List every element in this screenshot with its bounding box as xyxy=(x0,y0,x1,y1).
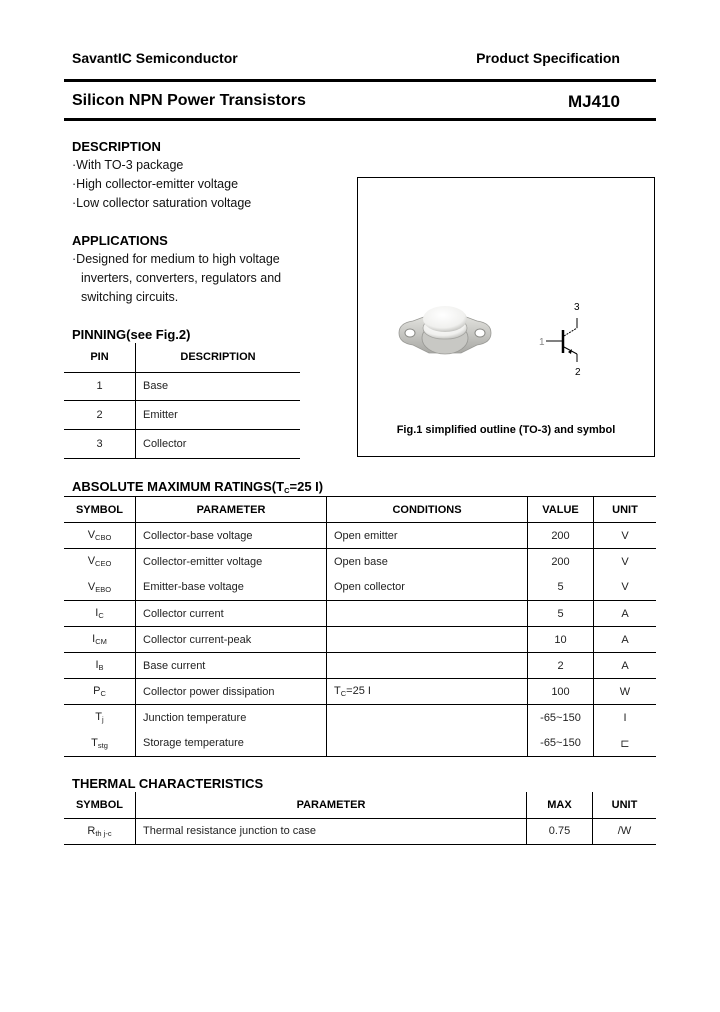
symbol-sub: j xyxy=(102,715,104,725)
symbol: I xyxy=(95,607,99,619)
col-pin: PIN xyxy=(90,351,109,364)
value-cell: 100 xyxy=(528,679,594,705)
conditions-cell xyxy=(327,705,528,731)
value-cell: 5 xyxy=(528,575,594,601)
symbol-cell xyxy=(64,601,136,627)
symbol-cell xyxy=(64,679,136,705)
header-rule-top xyxy=(64,79,656,82)
figure-caption: Fig.1 simplified outline (TO-3) and symbol xyxy=(396,424,616,436)
conditions-cell xyxy=(327,627,528,653)
symbol-cell xyxy=(64,731,136,757)
pinning-header-row xyxy=(64,343,300,372)
pin-description: Collector xyxy=(136,429,301,458)
pin-description: Emitter xyxy=(136,400,301,429)
symbol-cell xyxy=(64,705,136,731)
to3-package-image xyxy=(395,305,495,361)
conditions-cell: Open emitter xyxy=(327,523,528,549)
unit-cell: A xyxy=(594,601,657,627)
abs-max-table xyxy=(64,496,656,757)
col-unit: UNIT xyxy=(594,497,657,523)
unit-cell: I xyxy=(594,705,657,731)
col-max: MAX xyxy=(527,792,593,818)
unit-cell: A xyxy=(594,653,657,679)
symbol-sub: stg xyxy=(97,740,108,750)
company-name: SavantIC Semiconductor xyxy=(72,50,238,66)
symbol: V xyxy=(87,529,96,541)
symbol: V xyxy=(87,555,96,568)
parameter-cell: Collector power dissipation xyxy=(136,679,327,705)
symbol-sub: CEO xyxy=(95,559,112,569)
symbol-cell xyxy=(64,653,136,679)
part-number: MJ410 xyxy=(568,92,620,111)
symbol: V xyxy=(87,580,96,593)
table-row xyxy=(64,627,656,653)
abs-max-header-row xyxy=(64,497,656,523)
thermal-heading: THERMAL CHARACTERISTICS xyxy=(72,776,264,791)
symbol: I xyxy=(92,633,96,645)
pin-number: 3 xyxy=(96,437,103,450)
thermal-table xyxy=(64,792,656,845)
pin-label-collector: 3 xyxy=(574,302,580,313)
parameter-cell: Collector current xyxy=(136,601,327,627)
symbol-cell xyxy=(64,627,136,653)
col-parameter: PARAMETER xyxy=(136,497,327,523)
pin-label-emitter: 2 xyxy=(575,367,581,378)
conditions-cell xyxy=(327,679,528,705)
symbol-cell xyxy=(64,549,136,575)
symbol: I xyxy=(95,659,99,671)
thermal-header-row xyxy=(64,792,656,818)
product-line-title: Silicon NPN Power Transistors xyxy=(72,92,306,109)
description-item: ·Low collector saturation voltage xyxy=(72,196,252,210)
abs-max-heading xyxy=(72,479,323,495)
condition-text: T xyxy=(334,685,341,697)
applications-section xyxy=(72,233,281,307)
table-row xyxy=(64,731,656,757)
applications-heading: APPLICATIONS xyxy=(72,233,168,248)
parameter-cell: Storage temperature xyxy=(136,731,327,757)
value-cell: 200 xyxy=(528,523,594,549)
unit-cell: V xyxy=(594,549,657,575)
col-description: DESCRIPTION xyxy=(136,343,301,372)
applications-line: ·Designed for medium to high voltage xyxy=(72,252,280,266)
conditions-cell xyxy=(327,653,528,679)
condition-tail: =25 I xyxy=(346,685,371,697)
parameter-cell: Base current xyxy=(136,653,327,679)
value-cell: -65~150 xyxy=(528,731,594,757)
parameter-cell: Collector-base voltage xyxy=(136,523,327,549)
col-unit: UNIT xyxy=(593,792,657,818)
value-cell: -65~150 xyxy=(528,705,594,731)
symbol-cell xyxy=(64,523,136,549)
applications-line: switching circuits. xyxy=(81,290,179,304)
unit-cell: A xyxy=(594,627,657,653)
symbol-sub: C xyxy=(98,611,104,620)
pin-description: Base xyxy=(136,372,301,400)
value-cell: 200 xyxy=(528,549,594,575)
description-section xyxy=(72,139,251,213)
npn-transistor-symbol xyxy=(535,298,595,378)
table-row xyxy=(64,429,300,458)
symbol-cell xyxy=(64,818,136,844)
symbol: T xyxy=(95,711,103,724)
col-value: VALUE xyxy=(528,497,594,523)
abs-max-heading-tail: =25 I) xyxy=(289,479,324,494)
unit-cell: /W xyxy=(593,818,657,844)
unit-cell: V xyxy=(594,523,657,549)
description-item: ·High collector-emitter voltage xyxy=(72,177,239,191)
abs-max-heading-sub: C xyxy=(284,486,290,495)
pinning-table xyxy=(64,343,300,459)
description-item: ·With TO-3 package xyxy=(72,158,184,172)
unit-cell: ⊏ xyxy=(594,731,657,757)
table-row xyxy=(64,679,656,705)
symbol: R xyxy=(87,824,96,837)
table-row xyxy=(64,818,656,844)
doc-type: Product Specification xyxy=(476,50,620,66)
table-row xyxy=(64,372,300,400)
symbol: P xyxy=(93,685,101,697)
table-row xyxy=(64,523,656,549)
symbol: T xyxy=(91,736,98,749)
symbol-sub: CBO xyxy=(95,533,112,542)
symbol-sub: B xyxy=(98,663,104,672)
parameter-cell: Collector current-peak xyxy=(136,627,327,653)
pin-number: 1 xyxy=(96,380,103,392)
unit-cell: V xyxy=(594,575,657,601)
table-row xyxy=(64,653,656,679)
table-row xyxy=(64,400,300,429)
parameter-cell: Thermal resistance junction to case xyxy=(136,818,527,844)
symbol-sub: CM xyxy=(95,637,107,646)
header-rule-bottom xyxy=(64,118,656,121)
applications-line: inverters, converters, regulators and xyxy=(81,271,282,285)
table-row xyxy=(64,549,656,575)
parameter-cell: Emitter-base voltage xyxy=(136,575,327,601)
symbol-sub: EBO xyxy=(95,584,112,594)
value-cell: 5 xyxy=(528,601,594,627)
conditions-cell: Open base xyxy=(327,549,528,575)
pin-number: 2 xyxy=(96,408,103,421)
value-cell: 2 xyxy=(528,653,594,679)
table-row xyxy=(64,575,656,601)
condition-sub: C xyxy=(340,689,347,698)
description-heading: DESCRIPTION xyxy=(72,139,161,154)
max-cell: 0.75 xyxy=(527,818,593,844)
conditions-cell xyxy=(327,731,528,757)
symbol-sub: C xyxy=(100,689,106,698)
table-row xyxy=(64,601,656,627)
table-row xyxy=(64,705,656,731)
unit-cell: W xyxy=(594,679,657,705)
symbol-cell xyxy=(64,575,136,601)
col-parameter: PARAMETER xyxy=(136,792,527,818)
conditions-cell xyxy=(327,601,528,627)
abs-max-heading-text: ABSOLUTE MAXIMUM RATINGS(T xyxy=(72,479,285,494)
col-symbol: SYMBOL xyxy=(75,798,124,811)
parameter-cell: Junction temperature xyxy=(136,705,327,731)
parameter-cell: Collector-emitter voltage xyxy=(136,549,327,575)
conditions-cell: Open collector xyxy=(327,575,528,601)
col-conditions: CONDITIONS xyxy=(327,497,528,523)
pin-label-base: 1 xyxy=(539,337,545,348)
col-symbol: SYMBOL xyxy=(75,503,124,516)
pinning-heading: PINNING(see Fig.2) xyxy=(72,327,191,342)
symbol-sub: th j-c xyxy=(95,828,112,838)
value-cell: 10 xyxy=(528,627,594,653)
